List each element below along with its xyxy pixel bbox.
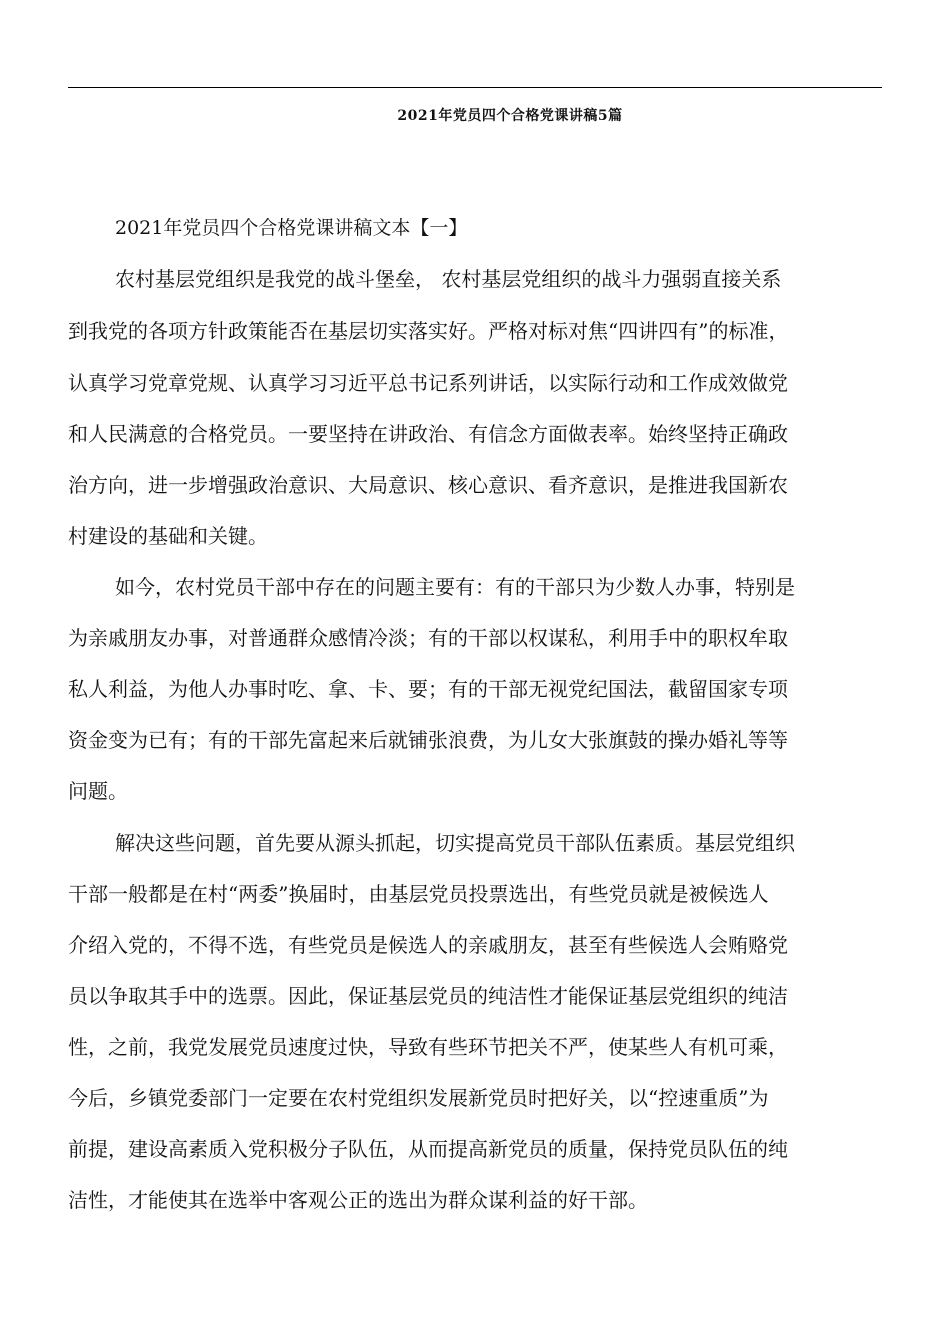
paragraph-line: 干部一般都是在村“两委”换届时，由基层党员投票选出，有些党员就是被候选人 (68, 882, 769, 906)
paragraph-line: 认真学习党章党规、认真学习习近平总书记系列讲话，以实际行动和工作成效做党 (68, 371, 788, 395)
paragraph-line: 资金变为已有；有的干部先富起来后就铺张浪费，为儿女大张旗鼓的操办婚礼等等 (68, 728, 788, 752)
paragraph-line: 前提，建设高素质入党积极分子队伍，从而提高新党员的质量，保持党员队伍的纯 (68, 1137, 788, 1161)
paragraph-line: 如今，农村党员干部中存在的问题主要有：有的干部只为少数人办事，特别是 (115, 575, 795, 599)
paragraph-line: 治方向，进一步增强政治意识、大局意识、核心意识、看齐意识，是推进我国新农 (68, 473, 788, 497)
paragraph-line: 为亲戚朋友办事，对普通群众感情冷淡；有的干部以权谋私，利用手中的职权牟取 (68, 626, 788, 650)
paragraph-line: 洁性，才能使其在选举中客观公正的选出为群众谋利益的好干部。 (68, 1188, 648, 1212)
paragraph-line: 到我党的各项方针政策能否在基层切实落实好。严格对标对焦“四讲四有”的标准， (68, 319, 789, 343)
paragraph-line: 解决这些问题，首先要从源头抓起，切实提高党员干部队伍素质。基层党组织 (115, 831, 795, 855)
paragraph-line: 村建设的基础和关键。 (68, 524, 268, 548)
paragraph-line: 介绍入党的，不得不选，有些党员是候选人的亲戚朋友，甚至有些候选人会贿赂党 (68, 933, 788, 957)
paragraph-line: 农村基层党组织是我党的战斗堡垒， 农村基层党组织的战斗力强弱直接关系 (115, 267, 782, 291)
paragraph-line: 今后，乡镇党委部门一定要在农村党组织发展新党员时把好关，以“控速重质”为 (68, 1086, 769, 1110)
paragraph-line: 性，之前，我党发展党员速度过快，导致有些环节把关不严，使某些人有机可乘， (68, 1035, 788, 1059)
paragraph-line: 和人民满意的合格党员。一要坚持在讲政治、有信念方面做表率。始终坚持正确政 (68, 422, 788, 446)
paragraph-line: 员以争取其手中的选票。因此，保证基层党员的纯洁性才能保证基层党组织的纯洁 (68, 984, 788, 1008)
document-title: 2021年党员四个合格党课讲稿5篇 (397, 108, 623, 124)
header-rule (68, 87, 882, 88)
section-heading: 2021年党员四个合格党课讲稿文本【一】 (115, 217, 468, 239)
paragraph-line: 问题。 (68, 779, 128, 803)
paragraph-line: 私人利益，为他人办事时吃、拿、卡、要；有的干部无视党纪国法，截留国家专项 (68, 677, 788, 701)
